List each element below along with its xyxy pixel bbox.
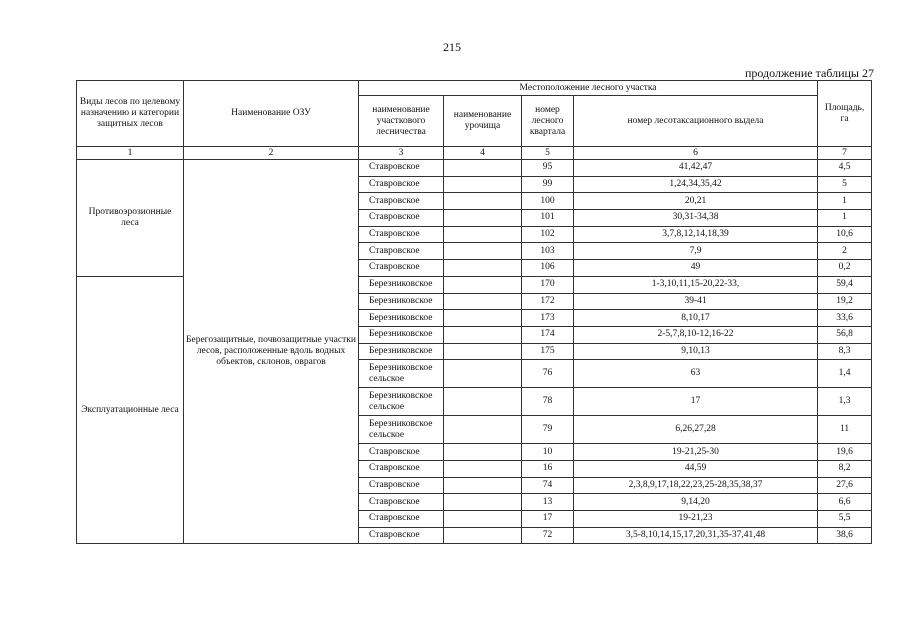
table-continuation-label: продолжение таблицы 27 bbox=[744, 66, 874, 80]
column-number: 6 bbox=[574, 147, 818, 160]
cell-allotment: 2,3,8,9,17,18,22,23,25-28,35,38,37 bbox=[574, 477, 818, 494]
cell-tract bbox=[444, 460, 522, 477]
cell-forestry: Ставровское bbox=[359, 460, 444, 477]
header-forestry: наименование участкового лесничества bbox=[359, 96, 444, 147]
cell-tract bbox=[444, 226, 522, 243]
cell-quarter: 99 bbox=[522, 176, 574, 193]
cell-tract bbox=[444, 310, 522, 327]
cell-forestry: Березниковское bbox=[359, 276, 444, 293]
cell-tract bbox=[444, 243, 522, 260]
cell-area: 59,4 bbox=[818, 276, 872, 293]
cell-area: 8,3 bbox=[818, 343, 872, 360]
cell-allotment: 30,31-34,38 bbox=[574, 210, 818, 227]
header-area: Площадь, га bbox=[818, 81, 872, 147]
cell-tract bbox=[444, 388, 522, 416]
cell-forestry: Ставровское bbox=[359, 160, 444, 177]
page-number: 215 bbox=[443, 40, 461, 54]
cell-tract bbox=[444, 527, 522, 544]
header-tract: наименование урочища bbox=[444, 96, 522, 147]
cell-quarter: 16 bbox=[522, 460, 574, 477]
cell-area: 2 bbox=[818, 243, 872, 260]
category-exploitation: Эксплуатационные леса bbox=[77, 276, 184, 544]
cell-area: 1 bbox=[818, 193, 872, 210]
cell-allotment: 3,7,8,12,14,18,39 bbox=[574, 226, 818, 243]
cell-forestry: Березниковское сельское bbox=[359, 388, 444, 416]
header-ozu-name: Наименование ОЗУ bbox=[184, 81, 359, 147]
cell-tract bbox=[444, 444, 522, 461]
cell-area: 1,4 bbox=[818, 360, 872, 388]
cell-forestry: Березниковское bbox=[359, 310, 444, 327]
cell-forestry: Березниковское bbox=[359, 293, 444, 310]
cell-quarter: 103 bbox=[522, 243, 574, 260]
cell-tract bbox=[444, 276, 522, 293]
cell-forestry: Ставровское bbox=[359, 527, 444, 544]
cell-forestry: Березниковское сельское bbox=[359, 360, 444, 388]
cell-quarter: 170 bbox=[522, 276, 574, 293]
cell-tract bbox=[444, 477, 522, 494]
cell-forestry: Ставровское bbox=[359, 477, 444, 494]
cell-quarter: 74 bbox=[522, 477, 574, 494]
cell-quarter: 95 bbox=[522, 160, 574, 177]
header-allotment: номер лесотаксационного выдела bbox=[574, 96, 818, 147]
column-number: 7 bbox=[818, 147, 872, 160]
cell-allotment: 63 bbox=[574, 360, 818, 388]
cell-quarter: 174 bbox=[522, 326, 574, 343]
cell-area: 19,2 bbox=[818, 293, 872, 310]
cell-quarter: 13 bbox=[522, 494, 574, 511]
cell-forestry: Ставровское bbox=[359, 444, 444, 461]
cell-forestry: Ставровское bbox=[359, 226, 444, 243]
cell-tract bbox=[444, 160, 522, 177]
header-location: Местоположение лесного участка bbox=[359, 81, 818, 96]
cell-quarter: 72 bbox=[522, 527, 574, 544]
cell-tract bbox=[444, 494, 522, 511]
cell-tract bbox=[444, 343, 522, 360]
cell-allotment: 19-21,25-30 bbox=[574, 444, 818, 461]
cell-area: 10,6 bbox=[818, 226, 872, 243]
cell-tract bbox=[444, 293, 522, 310]
cell-allotment: 1,24,34,35,42 bbox=[574, 176, 818, 193]
cell-quarter: 78 bbox=[522, 388, 574, 416]
cell-quarter: 101 bbox=[522, 210, 574, 227]
cell-allotment: 1-3,10,11,15-20,22-33, bbox=[574, 276, 818, 293]
cell-area: 4,5 bbox=[818, 160, 872, 177]
cell-allotment: 39-41 bbox=[574, 293, 818, 310]
cell-quarter: 17 bbox=[522, 511, 574, 528]
cell-allotment: 44,59 bbox=[574, 460, 818, 477]
cell-quarter: 100 bbox=[522, 193, 574, 210]
cell-tract bbox=[444, 416, 522, 444]
cell-allotment: 2-5,7,8,10-12,16-22 bbox=[574, 326, 818, 343]
cell-area: 0,2 bbox=[818, 260, 872, 277]
cell-forestry: Березниковское bbox=[359, 326, 444, 343]
header-row-top bbox=[77, 81, 872, 96]
cell-forestry: Ставровское bbox=[359, 494, 444, 511]
column-number: 4 bbox=[444, 147, 522, 160]
cell-area: 38,6 bbox=[818, 527, 872, 544]
cell-forestry: Ставровское bbox=[359, 176, 444, 193]
cell-area: 33,6 bbox=[818, 310, 872, 327]
forest-plots-table bbox=[76, 80, 872, 544]
cell-quarter: 175 bbox=[522, 343, 574, 360]
table-row bbox=[77, 160, 872, 177]
ozu-description: Берегозащитные, почвозащитные участки лесов, расположенные вдоль водных объектов, склонов, оврагов bbox=[184, 160, 359, 544]
cell-quarter: 173 bbox=[522, 310, 574, 327]
cell-area: 5,5 bbox=[818, 511, 872, 528]
cell-area: 6,6 bbox=[818, 494, 872, 511]
cell-tract bbox=[444, 210, 522, 227]
cell-tract bbox=[444, 193, 522, 210]
cell-tract bbox=[444, 326, 522, 343]
cell-area: 19,6 bbox=[818, 444, 872, 461]
column-number: 2 bbox=[184, 147, 359, 160]
cell-area: 11 bbox=[818, 416, 872, 444]
cell-area: 8,2 bbox=[818, 460, 872, 477]
cell-allotment: 6,26,27,28 bbox=[574, 416, 818, 444]
cell-allotment: 17 bbox=[574, 388, 818, 416]
cell-area: 56,8 bbox=[818, 326, 872, 343]
column-number-row bbox=[77, 147, 872, 160]
cell-allotment: 7,9 bbox=[574, 243, 818, 260]
cell-area: 5 bbox=[818, 176, 872, 193]
cell-allotment: 9,10,13 bbox=[574, 343, 818, 360]
column-number: 3 bbox=[359, 147, 444, 160]
cell-forestry: Ставровское bbox=[359, 243, 444, 260]
cell-quarter: 102 bbox=[522, 226, 574, 243]
cell-area: 27,6 bbox=[818, 477, 872, 494]
cell-allotment: 41,42,47 bbox=[574, 160, 818, 177]
cell-forestry: Ставровское bbox=[359, 511, 444, 528]
cell-allotment: 20,21 bbox=[574, 193, 818, 210]
cell-forestry: Березниковское сельское bbox=[359, 416, 444, 444]
cell-quarter: 172 bbox=[522, 293, 574, 310]
column-number: 5 bbox=[522, 147, 574, 160]
cell-tract bbox=[444, 260, 522, 277]
cell-area: 1,3 bbox=[818, 388, 872, 416]
cell-quarter: 106 bbox=[522, 260, 574, 277]
cell-forestry: Ставровское bbox=[359, 210, 444, 227]
column-number: 1 bbox=[77, 147, 184, 160]
cell-quarter: 10 bbox=[522, 444, 574, 461]
cell-quarter: 79 bbox=[522, 416, 574, 444]
cell-forestry: Ставровское bbox=[359, 193, 444, 210]
cell-allotment: 19-21,23 bbox=[574, 511, 818, 528]
cell-forestry: Ставровское bbox=[359, 260, 444, 277]
cell-allotment: 49 bbox=[574, 260, 818, 277]
cell-allotment: 8,10,17 bbox=[574, 310, 818, 327]
cell-allotment: 3,5-8,10,14,15,17,20,31,35-37,41,48 bbox=[574, 527, 818, 544]
category-protective-erosion: Противоэрозионные леса bbox=[77, 160, 184, 277]
cell-forestry: Березниковское bbox=[359, 343, 444, 360]
cell-tract bbox=[444, 511, 522, 528]
header-forest-types: Виды лесов по целевому назначению и категории защитных лесов bbox=[77, 81, 184, 147]
cell-tract bbox=[444, 176, 522, 193]
cell-tract bbox=[444, 360, 522, 388]
cell-quarter: 76 bbox=[522, 360, 574, 388]
cell-allotment: 9,14,20 bbox=[574, 494, 818, 511]
cell-area: 1 bbox=[818, 210, 872, 227]
header-quarter: номер лесного квартала bbox=[522, 96, 574, 147]
